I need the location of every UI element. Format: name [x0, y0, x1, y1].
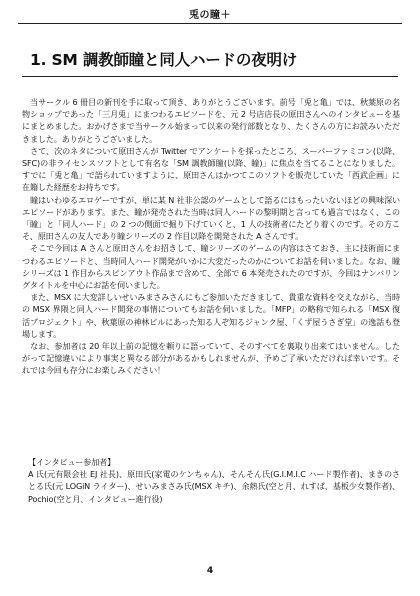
paragraph: また、MSX に大変詳しいせいみまさみさんにもご参加いただきまして、貴重な資料を交えながら、当時の MSX 界隈と同人ハード開発の事情についてもお話を伺いました。「MFP」の略称で知られる「MSX 復活プロジェクト」や、秋葉原の神林ビルにあった知る人ぞ知るジャンク屋、「くず屋うさぎ堂」の逸話も登場します。: [22, 292, 400, 339]
chapter-title: 1. SM 調教師瞳と同人ハードの夜明け: [30, 51, 298, 69]
body-text: [22, 96, 400, 377]
running-header: 兎の瞳＋: [189, 10, 231, 21]
header-rule: [18, 23, 402, 24]
paragraph: 当サークル 6 冊目の新刊を手に取って頂き、ありがとうございます。前号「兎と亀」では、秋葉原の名物ショップであった「三月兎」にまつわるエピソードを、元 2 号店店長の原田さんへのインタビューを基にまとめました。おかげさまで当サークル始まって以来の発行部数となり、たくさんの方にお読みいただきました。ありがとうございました。: [22, 97, 400, 144]
page-number: 4: [206, 566, 214, 576]
paragraph: なお、参加者は 20 年以上前の記憶を頼りに語っていて、そのすべてを裏取り出来てはいません。したがって記憶違いにより事実と異なる部分があるかもしれませんが、予めご了承いただければ幸いです。それでは今回も存分にお楽しみください！: [22, 341, 400, 376]
paragraph: さて、次のネタについて原田さんが Twitter でアンケートを採ったところ、スーパーファミコン(以降、SFC)の非ライセンスソフトとして有名な「SM 調教師瞳(以降、瞳)」に焦点を当てることになりました。すでに「兎と亀」で語られていますように、原田さんはかつてこのソフトを販売していた「西武企画」に在籍した経歴をお持ちです。: [22, 145, 400, 193]
title-rule: [22, 76, 398, 77]
participants-heading: 【インタビュー参加者】: [28, 457, 116, 467]
interview-participants: [28, 456, 400, 505]
participants-list: A 氏(元有限会社 EJ 社長)、原田氏(家電のケンちゃん)、そんそん氏(G.I.M.I.C ハード製作者)、まきのさとる氏(元 LOGiN ライター)、せいみまさみ氏(MSX キチ)、余熱氏(空と月、れすぱ、基板少女製作者)、Pochio(空と月、インタビュー進行役): [28, 469, 400, 504]
paragraph: 瞳はいわゆるエロゲーですが、単に某 N 社非公認のゲームとして語るにはもったいないほどの興味深いエピソードがあります。また、瞳が発売された当時は同人ハードの黎明期と言っても過言ではなく、この「瞳」と「同人ハード」の 2 つの側面で掘り下げていくと、1 人の技術者にたどり着くのです。その方こそ、原田さんの友人であり瞳シリーズの 2 作目以降を開発された A さんです。: [22, 194, 400, 242]
paragraph: そこで今回は A さんと原田さんをお招きして、瞳シリーズのゲームの内容はさておき、主に技術面にまつわるエピソードと、当時同人ハード開発がいかに大変だったのかについてお話を伺いました。なお、瞳シリーズは 1 作目からスピンアウト作品まで含めて、全部で 6 本発売されたのですが、今回はナンバリングタイトルを中心にお話を伺いました。: [22, 243, 400, 291]
